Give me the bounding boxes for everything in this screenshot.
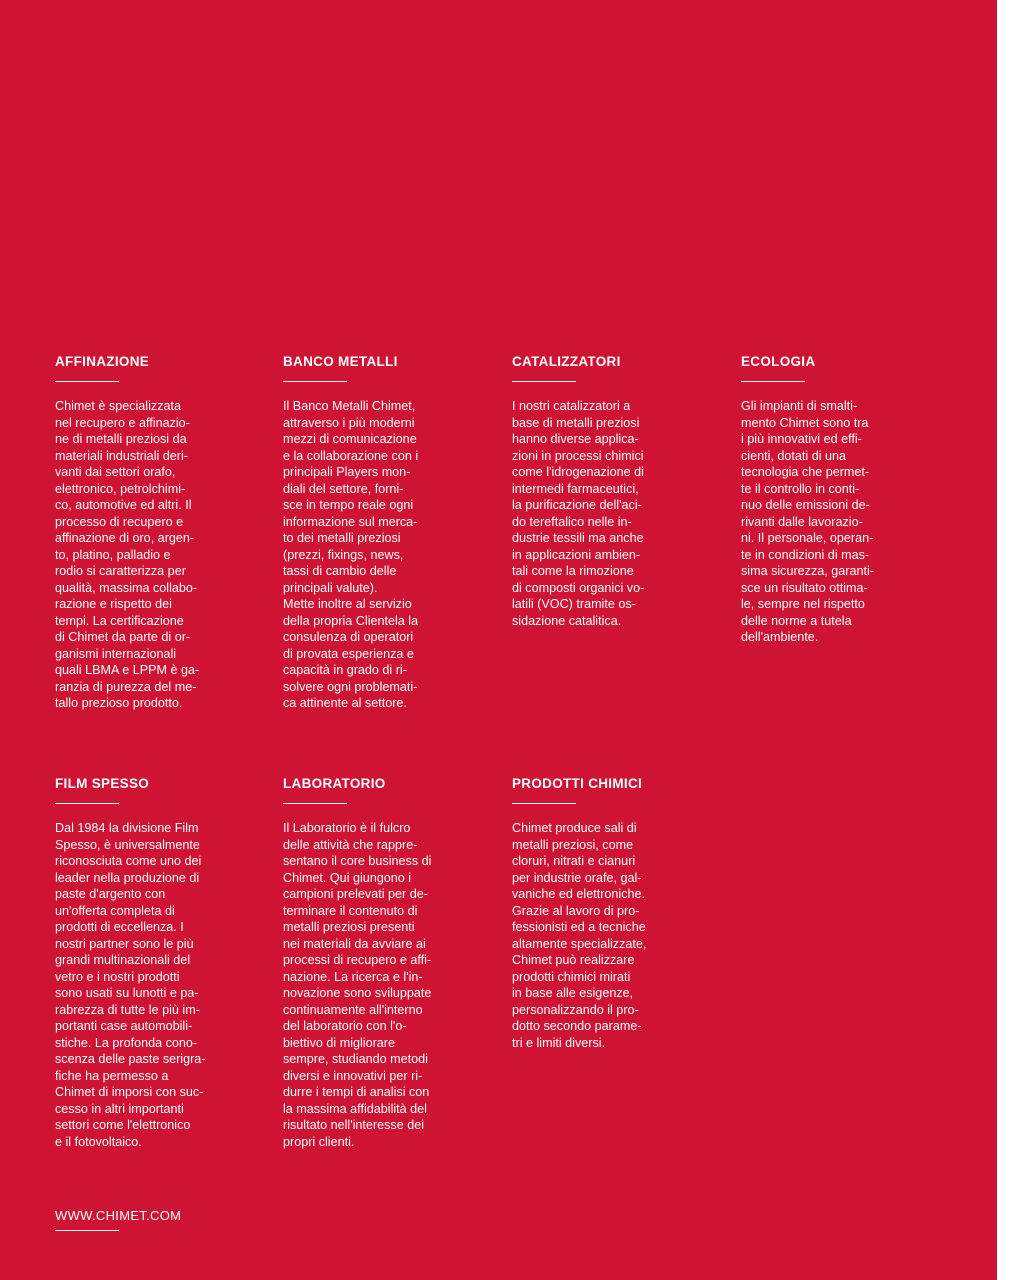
website-link[interactable]: WWW.CHIMET.COM [55, 1208, 182, 1223]
section-body: I nostri catalizzatori a base di metalli preziosi hanno diverse applica- zioni in processi chimici come l'idrogenazione di intermedi farmaceutici, la purificazione dell'aci- do tereftalico nelle in- dustrie tessili ma anche in applicazioni ambien- tali come la rimozione di composti organici vo- latili (VOC) tramite os- sidazione catalitica. [512, 399, 645, 628]
section-laboratorio [283, 776, 453, 1150]
section-catalizzatori [512, 354, 682, 629]
title-underline [55, 381, 119, 382]
section-title: BANCO METALLI [283, 354, 398, 369]
section-body: Gli impianti di smalti- mento Chimet sono tra i più innovativi ed effi- cienti, dotati di una tecnologia che permet- te il controllo in conti- nuo delle emissioni de- rivanti dalle lavorazio- ni. Il personale, operan- te in condizioni di mas- sima sicurezza, garanti- sce un risultato ottima- le, sempre nel rispetto delle norme a tutela dell'ambiente. [741, 399, 874, 644]
section-banco-metalli [283, 354, 453, 712]
section-title: FILM SPESSO [55, 776, 150, 791]
title-underline [741, 381, 805, 382]
title-underline [512, 381, 576, 382]
title-underline [55, 803, 119, 804]
title-underline [512, 803, 576, 804]
section-title: PRODOTTI CHIMICI [512, 776, 643, 791]
section-title: CATALIZZATORI [512, 354, 621, 369]
footer [55, 1207, 181, 1231]
title-underline [283, 381, 347, 382]
section-ecologia [741, 354, 911, 646]
section-affinazione [55, 354, 225, 712]
section-title: AFFINAZIONE [55, 354, 150, 369]
section-title: ECOLOGIA [741, 354, 816, 369]
section-body: Chimet produce sali di metalli preziosi, come cloruri, nitrati e cianuri per industrie orafe, gal- vaniche ed elettroniche. Grazie al lavoro di pro- fessionisti ed a tecniche altamente specializzate, Chimet può realizzare prodotti chimici mirati in base alle esigenze, personalizzando il pro- dotto secondo parame- tri e limiti diversi. [512, 821, 647, 1050]
section-body: Chimet è specializzata nel recupero e affinazio- ne di metalli preziosi da materiali industriali deri- vanti dai settori orafo, elettronico, petrolchimi- co, automotive ed altri. Il processo di recupero e affinazione di oro, argen- to, platino, palladio e rodio si caratterizza per qualità, massima collabo- razione e rispetto dei tempi. La certificazione di Chimet da parte di or- ganismi internazionali quali LBMA e LPPM è ga- ranzia di purezza del me- tallo prezioso prodotto. [55, 399, 200, 710]
section-body: Il Banco Metalli Chimet, attraverso i più moderni mezzi di comunicazione e la collaborazione con i principali Players mon- diali del settore, forni- sce in tempo reale ogni informazione sul merca- to dei metalli preziosi (prezzi, fixings, news, tassi di cambio delle principali valute). Mette inoltre al servizio della propria Clientela la consulenza di operatori di provata esperienza e capacità in grado di ri- solvere ogni problemati- ca attinente al settore. [283, 399, 419, 710]
section-body: Dal 1984 la divisione Film Spesso, è universalmente riconosciuta come uno dei leader nella produzione di paste d'argento con un'offerta completa di prodotti di eccellenza. I nostri partner sono le più grandi multinazionali del vetro e i nostri prodotti sono usati su lunotti e pa- rabrezza di tutte le più im- portanti case automobili- stiche. La profonda cono- scenza delle paste serigra- fiche ha permesso a Chimet di imporsi con suc- cesso in altri importanti settori come l'elettronico e il fotovoltaico. [55, 821, 206, 1149]
section-body: Il Laboratorio è il fulcro delle attività che rappre- sentano il core business di Chimet. Qui giungono i campioni prelevati per de- terminare il contenuto di metalli preziosi presenti nei materiali da avviare ai processi di recupero e affi- nazione. La ricerca e l'in- novazione sono sviluppate continuamente all'interno del laboratorio con l'o- biettivo di migliorare sempre, studiando metodi diversi e innovativi per ri- durre i tempi di analisi con la massima affidabilità del risultato nell'interesse dei propri clienti. [283, 821, 432, 1149]
section-title: LABORATORIO [283, 776, 386, 791]
footer-underline [55, 1230, 119, 1231]
title-underline [283, 803, 347, 804]
section-prodotti-chimici [512, 776, 682, 1051]
section-film-spesso [55, 776, 225, 1150]
